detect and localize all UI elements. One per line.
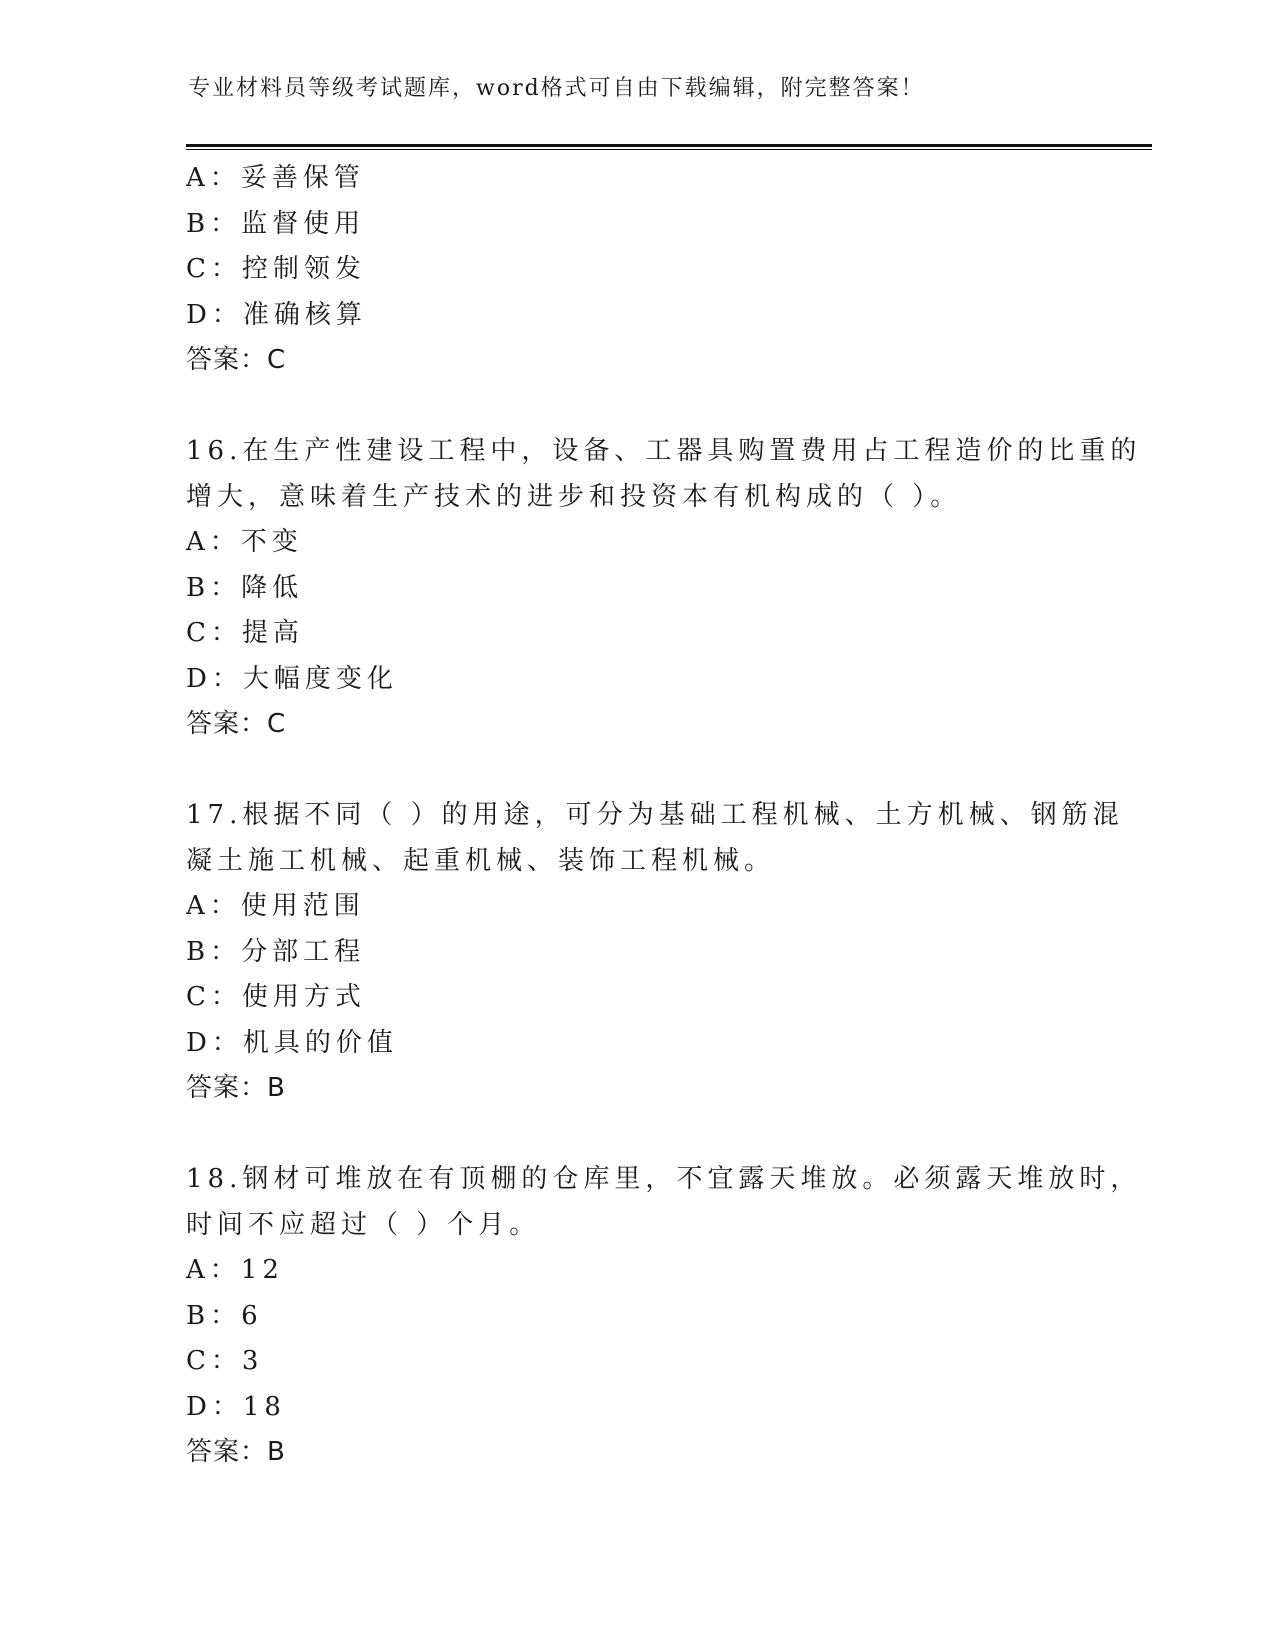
question-16-option-c: C：提高 — [186, 618, 304, 648]
document-body — [186, 156, 1142, 1476]
question-17-stem-line-1: 17.根据不同（ ）的用途，可分为基础工程机械、土方机械、钢筋混 — [186, 800, 1124, 830]
question-18-option-c: C：3 — [186, 1346, 264, 1376]
question-17-answer: 答案：B — [186, 1073, 286, 1103]
question-16-answer: 答案：C — [186, 709, 287, 739]
question-18-option-d: D：18 — [186, 1391, 286, 1422]
question-17-option-a: A：使用范围 — [186, 891, 365, 921]
question-17-option-b: B：分部工程 — [186, 936, 366, 967]
question-18-block — [186, 1157, 1142, 1476]
question-17-stem-line-2: 凝土施工机械、起重机械、装饰工程机械。 — [186, 845, 776, 876]
spacer — [186, 1112, 1106, 1158]
question-16-option-d: D：大幅度变化 — [186, 663, 398, 694]
page-header: 专业材料员等级考试题库，word格式可自由下载编辑，附完整答案！ — [188, 76, 925, 101]
question-16-option-a: A：不变 — [186, 527, 303, 557]
question-15-block — [186, 156, 1106, 384]
question-15-option-b: B：监督使用 — [186, 208, 366, 239]
question-15-option-d: D：准确核算 — [186, 299, 367, 330]
question-18-option-a: A：12 — [186, 1255, 284, 1285]
question-17-block — [186, 793, 1124, 1112]
question-16-block — [186, 429, 1142, 748]
question-18-stem-line-2: 时间不应超过（ ）个月。 — [186, 1209, 541, 1240]
spacer — [186, 384, 1106, 430]
question-16-option-b: B：降低 — [186, 572, 304, 603]
question-16-stem-line-1: 16.在生产性建设工程中，设备、工器具购置费用占工程造价的比重的 — [186, 436, 1142, 466]
question-15-option-a: A：妥善保管 — [186, 163, 365, 193]
question-17-option-c: C：使用方式 — [186, 982, 366, 1012]
header-divider — [186, 144, 1152, 150]
question-16-stem-line-2: 增大，意味着生产技术的进步和投资本有机构成的（ ）。 — [186, 481, 962, 512]
question-15-answer: 答案：C — [186, 345, 287, 375]
question-18-stem-line-1: 18.钢材可堆放在有顶棚的仓库里，不宜露天堆放。必须露天堆放时， — [186, 1164, 1142, 1194]
question-18-option-b: B：6 — [186, 1300, 263, 1331]
question-17-option-d: D：机具的价值 — [186, 1027, 398, 1058]
question-15-option-c: C：控制领发 — [186, 254, 366, 284]
spacer — [186, 748, 1106, 794]
question-18-answer: 答案：B — [186, 1437, 286, 1467]
